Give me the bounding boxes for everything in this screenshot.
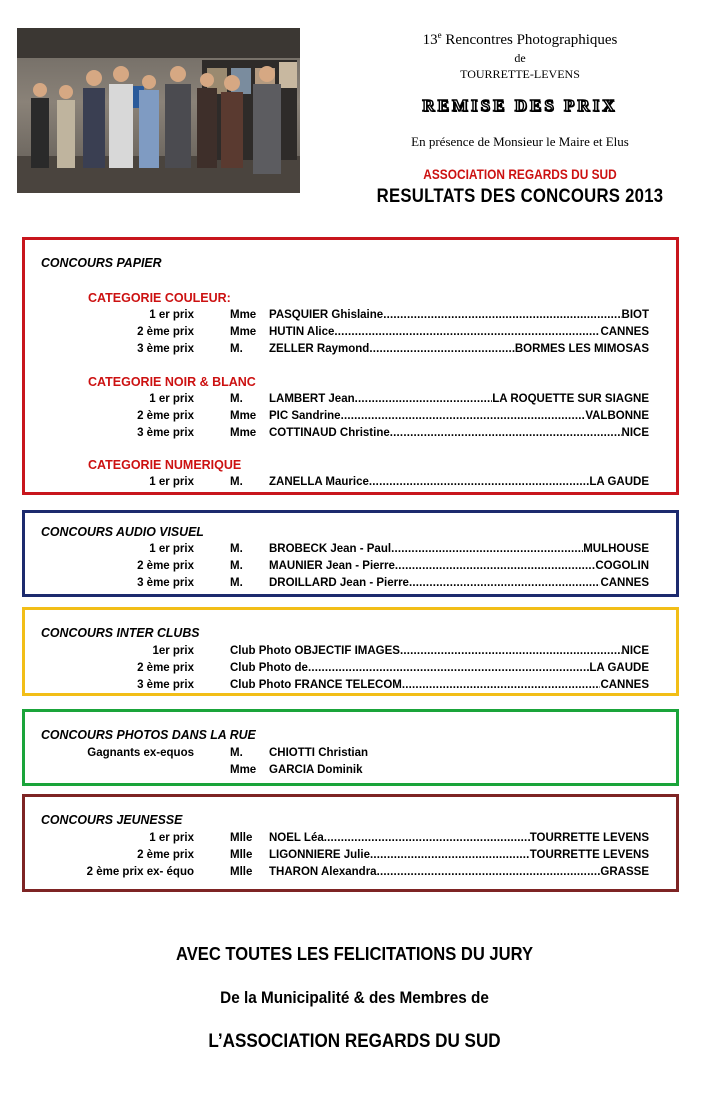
result-row: [25, 662, 676, 678]
rank: 2 ème prix: [137, 662, 194, 674]
rank: 1 er prix: [149, 393, 194, 405]
result-row: [25, 832, 676, 848]
civility: M.: [230, 476, 243, 488]
result-row: [25, 560, 676, 576]
footer-municipalite: De la Municipalité & des Membres de: [220, 988, 489, 1007]
rank: 1 er prix: [149, 832, 194, 844]
rank: 2 ème prix: [137, 560, 194, 572]
footer-association: L’ASSOCIATION REGARDS DU SUD: [208, 1031, 501, 1052]
rank: 2 ème prix: [137, 410, 194, 422]
winner-city: LA GAUDE: [589, 476, 649, 488]
result-row: [25, 393, 676, 409]
result-row: [25, 326, 676, 342]
winner-name: GARCIA Dominik: [269, 764, 363, 776]
winner-city: TOURRETTE LEVENS: [529, 832, 649, 844]
club-city: CANNES: [600, 679, 649, 691]
winner-city: TOURRETTE LEVENS: [529, 849, 649, 861]
rank: 2 ème prix: [137, 326, 194, 338]
club-name: Club Photo de: [230, 662, 308, 674]
concours-inter-clubs-box: [22, 607, 679, 696]
rank: 2 ème prix: [137, 849, 194, 861]
result-row: [25, 343, 676, 359]
winner-name: ZANELLA Maurice: [269, 476, 369, 488]
result-row: [25, 849, 676, 865]
civility: Mlle: [230, 849, 253, 861]
civility: M.: [230, 577, 243, 589]
remise-des-prix-heading: REMISE DES PRIX: [422, 96, 618, 115]
result-row: [25, 309, 676, 325]
rank: 3 ème prix: [137, 427, 194, 439]
civility: Mme: [230, 309, 257, 321]
rank: 3 ème prix: [137, 343, 194, 355]
winner-name: CHIOTTI Christian: [269, 747, 369, 759]
civility: M.: [230, 747, 243, 759]
winner-name: LAMBERT Jean: [269, 393, 355, 405]
winner-city: LA ROQUETTE SUR SIAGNE: [492, 393, 649, 405]
association-name: ASSOCIATION REGARDS DU SUD: [423, 166, 617, 182]
rank: 1 er prix: [149, 309, 194, 321]
concours-jeunesse-title: CONCOURS JEUNESSE: [41, 812, 183, 827]
winner-name: MAUNIER Jean - Pierre: [269, 560, 395, 572]
result-row: [25, 764, 676, 780]
civility: Mme: [230, 764, 257, 776]
winner-name: HUTIN Alice: [269, 326, 335, 338]
presence-line: En présence de Monsieur le Maire et Elus: [411, 134, 629, 149]
civility: Mlle: [230, 832, 253, 844]
winner-name: THARON Alexandra: [269, 866, 377, 878]
winner-name: DROILLARD Jean - Pierre: [269, 577, 409, 589]
rank: 1 er prix: [149, 543, 194, 555]
rank: 2 ème prix ex- équo: [86, 866, 194, 878]
concours-photos-rue-box: [22, 709, 679, 786]
concours-papier-title: CONCOURS PAPIER: [41, 255, 162, 270]
civility: Mme: [230, 410, 257, 422]
winner-name: NOEL Léa: [269, 832, 324, 844]
rank: 3 ème prix: [137, 577, 194, 589]
civility: M.: [230, 560, 243, 572]
concours-inter-clubs-title: CONCOURS INTER CLUBS: [41, 625, 200, 640]
result-row: [25, 543, 676, 559]
winner-city: MULHOUSE: [583, 543, 649, 555]
result-row: [25, 410, 676, 426]
result-row: [25, 476, 676, 492]
winner-name: PASQUIER Ghislaine: [269, 309, 384, 321]
concours-photos-rue-title: CONCOURS PHOTOS DANS LA RUE: [41, 727, 256, 742]
winner-name: ZELLER Raymond: [269, 343, 370, 355]
winner-city: GRASSE: [600, 866, 649, 878]
civility: M.: [230, 543, 243, 555]
winner-name: COTTINAUD Christine: [269, 427, 390, 439]
result-row: [25, 577, 676, 593]
rank: Gagnants ex-equos: [87, 747, 194, 759]
winner-city: CANNES: [600, 577, 649, 589]
results-heading: RESULTATS DES CONCOURS 2013: [376, 186, 664, 207]
club-city: NICE: [621, 645, 649, 657]
ceremony-photo: [17, 28, 300, 193]
winner-city: BORMES LES MIMOSAS: [514, 343, 649, 355]
civility: Mlle: [230, 866, 253, 878]
winner-name: BROBECK Jean - Paul: [269, 543, 392, 555]
result-row: [25, 427, 676, 443]
winner-city: COGOLIN: [595, 560, 649, 572]
civility: M.: [230, 393, 243, 405]
result-row: [25, 679, 676, 695]
concours-audio-visuel-box: [22, 510, 679, 597]
winner-name: PIC Sandrine: [269, 410, 341, 422]
event-title: 13e Rencontres Photographiques: [422, 30, 618, 48]
event-de: de: [514, 51, 526, 65]
civility: Mme: [230, 326, 257, 338]
concours-papier-box: [22, 237, 679, 495]
civility: M.: [230, 343, 243, 355]
winner-city: VALBONNE: [585, 410, 649, 422]
result-row: [25, 747, 676, 763]
winner-name: LIGONNIERE Julie: [269, 849, 370, 861]
rank: 3 ème prix: [137, 679, 194, 691]
winner-city: NICE: [621, 427, 649, 439]
club-name: Club Photo OBJECTIF IMAGES: [230, 645, 400, 657]
result-row: [25, 645, 676, 661]
category-noir-blanc-label: CATEGORIE NOIR & BLANC: [88, 375, 256, 389]
winner-city: BIOT: [621, 309, 649, 321]
concours-audio-visuel-title: CONCOURS AUDIO VISUEL: [41, 524, 204, 539]
rank: 1er prix: [152, 645, 194, 657]
result-row: [25, 866, 676, 882]
club-city: LA GAUDE: [589, 662, 649, 674]
rank: 1 er prix: [149, 476, 194, 488]
civility: Mme: [230, 427, 257, 439]
category-numerique-label: CATEGORIE NUMERIQUE: [88, 458, 242, 472]
winner-city: CANNES: [600, 326, 649, 338]
club-name: Club Photo FRANCE TELECOM: [230, 679, 402, 691]
footer-felicitations: AVEC TOUTES LES FELICITATIONS DU JURY: [176, 944, 533, 964]
category-couleur-label: CATEGORIE COULEUR:: [88, 291, 231, 305]
event-town: TOURRETTE-LEVENS: [460, 67, 580, 81]
concours-jeunesse-box: [22, 794, 679, 892]
